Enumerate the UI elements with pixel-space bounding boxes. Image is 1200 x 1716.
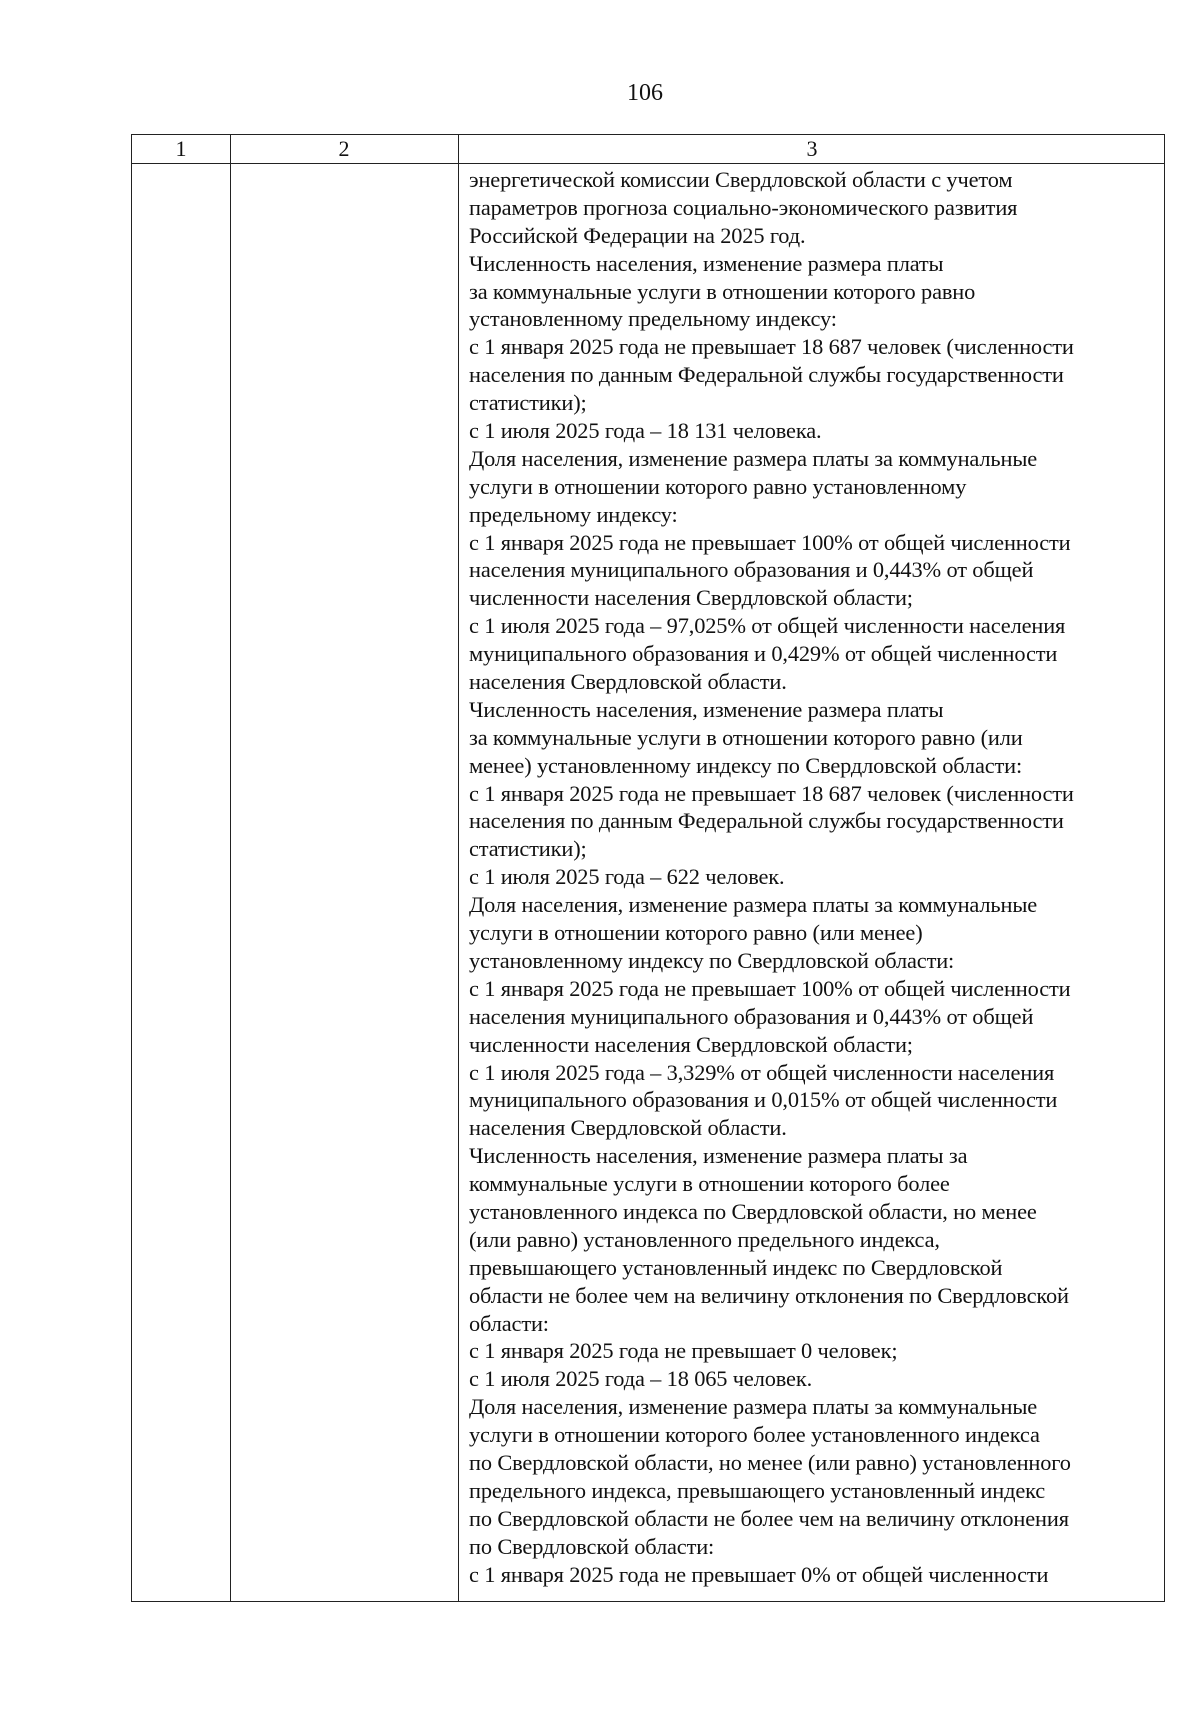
text-line: по Свердловской области не более чем на величину отклонения [469, 1505, 1069, 1531]
text-line: численности населения Свердловской области; [469, 1031, 913, 1057]
text-line: Российской Федерации на 2025 год. [469, 222, 806, 248]
text-line: параметров прогноза социально-экономического развития [469, 194, 1018, 220]
document-table [131, 134, 1165, 1602]
text-line: области не более чем на величину отклонения по Свердловской [469, 1282, 1069, 1308]
text-line: с 1 января 2025 года не превышает 0% от общей численности [469, 1561, 1049, 1587]
text-line: превышающего установленный индекс по Свердловской [469, 1254, 1003, 1280]
text-line: услуги в отношении которого равно установленному [469, 473, 967, 499]
text-line: с 1 января 2025 года не превышает 0 человек; [469, 1338, 898, 1364]
text-line: с 1 января 2025 года не превышает 100% от общей численности [469, 975, 1071, 1001]
column-header-2: 2 [338, 136, 350, 161]
text-line: статистики); [469, 390, 587, 416]
text-line: коммунальные услуги в отношении которого более [469, 1171, 950, 1197]
text-line: установленному индексу по Свердловской области: [469, 947, 955, 973]
text-line: установленному предельному индексу: [469, 306, 837, 332]
text-line: статистики); [469, 836, 587, 862]
text-line: услуги в отношении которого равно (или менее) [469, 920, 923, 946]
column-header-1: 1 [175, 136, 187, 161]
text-line: предельному индексу: [469, 501, 678, 527]
text-line: Численность населения, изменение размера платы [469, 696, 944, 722]
text-line: за коммунальные услуги в отношении которого равно (или [469, 724, 1023, 750]
text-line: за коммунальные услуги в отношении которого равно [469, 278, 976, 304]
text-line: Численность населения, изменение размера платы [469, 250, 944, 276]
text-line: с 1 июля 2025 года – 622 человек. [469, 864, 785, 890]
text-line: менее) установленному индексу по Свердловской области: [469, 752, 1023, 778]
column-header-3: 3 [806, 136, 818, 161]
text-line: услуги в отношении которого более установленного индекса [469, 1422, 1040, 1448]
text-line: населения Свердловской области. [469, 669, 787, 695]
page-number: 106 [627, 80, 663, 106]
text-line: Численность населения, изменение размера платы за [469, 1143, 968, 1169]
text-line: населения по данным Федеральной службы государственности [469, 808, 1064, 834]
text-line: муниципального образования и 0,429% от общей численности [469, 641, 1058, 667]
column-divider-2 [458, 135, 459, 1601]
text-line: по Свердловской области, но менее (или равно) установленного [469, 1449, 1071, 1475]
table-header-row [132, 135, 1164, 164]
text-line: по Свердловской области: [469, 1533, 715, 1559]
text-line: энергетической комиссии Свердловской области с учетом [469, 167, 1013, 192]
text-line: населения муниципального образования и 0,443% от общей [469, 557, 1034, 583]
text-line: населения Свердловской области. [469, 1115, 787, 1141]
text-line: установленного индекса по Свердловской области, но менее [469, 1198, 1037, 1224]
text-line: с 1 июля 2025 года – 97,025% от общей численности населения [469, 613, 1066, 639]
text-line: Доля населения, изменение размера платы за коммунальные [469, 892, 1038, 918]
text-line: с 1 июля 2025 года – 18 131 человека. [469, 418, 822, 444]
text-line: с 1 января 2025 года не превышает 18 687 человек (численности [469, 780, 1074, 806]
text-line: муниципального образования и 0,015% от общей численности [469, 1087, 1058, 1113]
text-line: (или равно) установленного предельного индекса, [469, 1226, 940, 1252]
text-line: с 1 июля 2025 года – 3,329% от общей численности населения [469, 1059, 1055, 1085]
text-line: населения муниципального образования и 0,443% от общей [469, 1003, 1034, 1029]
text-line: с 1 января 2025 года не превышает 18 687 человек (численности [469, 334, 1074, 360]
text-line: предельного индекса, превышающего установленный индекс [469, 1477, 1046, 1503]
text-line: численности населения Свердловской области; [469, 585, 913, 611]
text-line: с 1 июля 2025 года – 18 065 человек. [469, 1366, 813, 1392]
column-divider-1 [230, 135, 231, 1601]
column-3-text [469, 166, 1161, 1588]
text-line: населения по данным Федеральной службы государственности [469, 362, 1064, 388]
text-line: с 1 января 2025 года не превышает 100% от общей численности [469, 529, 1071, 555]
text-line: Доля населения, изменение размера платы за коммунальные [469, 1394, 1038, 1420]
text-line: Доля населения, изменение размера платы за коммунальные [469, 445, 1038, 471]
text-line: области: [469, 1310, 549, 1336]
